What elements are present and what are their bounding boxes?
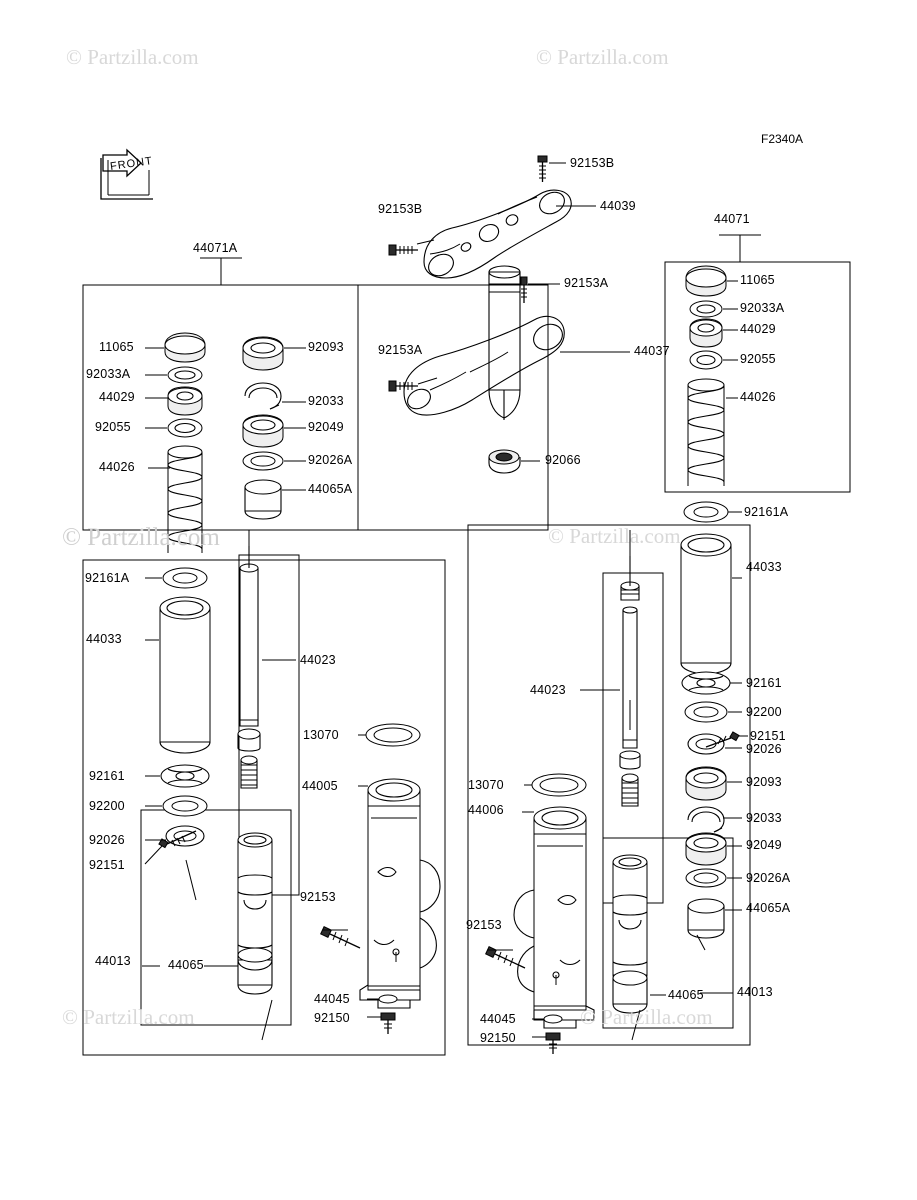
callout-92150-left: 92150 bbox=[314, 1011, 350, 1025]
callout-44065A-left: 44065A bbox=[308, 482, 353, 496]
callout-44023-right: 44023 bbox=[530, 683, 566, 697]
callout-44065-left: 44065 bbox=[168, 958, 204, 972]
callout-44037: 44037 bbox=[634, 344, 670, 358]
part-92200-washer-left bbox=[163, 796, 207, 816]
callout-92200-right: 92200 bbox=[746, 705, 782, 719]
part-44023-damper-rod-right bbox=[620, 556, 640, 806]
callout-92049-left: 92049 bbox=[308, 420, 344, 434]
part-44033-tube-right bbox=[681, 534, 731, 674]
callout-92161-right: 92161 bbox=[746, 676, 782, 690]
callout-92161-left: 92161 bbox=[89, 769, 125, 783]
callout-92055-right: 92055 bbox=[740, 352, 776, 366]
part-92093-seal-left bbox=[243, 337, 283, 370]
part-44013-inner-tube-right bbox=[613, 855, 647, 985]
callout-92153B-left: 92153B bbox=[378, 202, 423, 216]
part-44065A-bushing-left bbox=[245, 480, 281, 519]
part-13070-guide-right bbox=[532, 774, 586, 796]
part-92033A-ring-right bbox=[690, 301, 722, 317]
part-92033A-ring-left bbox=[168, 367, 202, 383]
callout-44013-right: 44013 bbox=[737, 985, 773, 999]
watermark: © Partzilla.com bbox=[62, 524, 220, 551]
callout-44065-right: 44065 bbox=[668, 988, 704, 1002]
callout-92033-left: 92033 bbox=[308, 394, 344, 408]
part-92055-oring-left bbox=[168, 419, 202, 437]
part-44006-fork-outer-tube-right bbox=[514, 807, 594, 1028]
part-92161-bushing-left bbox=[161, 765, 209, 787]
part-44045-washer-left bbox=[379, 995, 397, 1003]
part-92161-bushing-right bbox=[682, 672, 730, 694]
callout-92153-right: 92153 bbox=[466, 918, 502, 932]
part-44037-steering-stem bbox=[404, 266, 567, 420]
callout-44065A-right: 44065A bbox=[746, 901, 791, 915]
part-13070-guide-left bbox=[366, 724, 420, 746]
part-92153B-bolt-left bbox=[389, 245, 418, 255]
watermark: © Partzilla.com bbox=[536, 45, 669, 69]
callout-92161A-right: 92161A bbox=[744, 505, 789, 519]
callout-92161A-left: 92161A bbox=[85, 571, 130, 585]
watermark: © Partzilla.com bbox=[580, 1005, 713, 1029]
callout-44045-right: 44045 bbox=[480, 1012, 516, 1026]
part-92026-shim-right bbox=[688, 734, 724, 754]
part-92150-bolt-bottom-left bbox=[381, 1013, 395, 1034]
callout-44029-right: 44029 bbox=[740, 322, 776, 336]
front-label: FRONT bbox=[109, 155, 154, 173]
callout-44033-right: 44033 bbox=[746, 560, 782, 574]
group-box-44023-right bbox=[603, 573, 663, 903]
callout-92150-right: 92150 bbox=[480, 1031, 516, 1045]
callout-11065-right: 11065 bbox=[740, 273, 775, 287]
callout-13070-left: 13070 bbox=[303, 728, 339, 742]
part-44033-tube-left bbox=[160, 597, 210, 753]
leader-lines bbox=[142, 163, 761, 1037]
callout-92151-left: 92151 bbox=[89, 858, 125, 872]
callout-44029-left: 44029 bbox=[99, 390, 135, 404]
part-92161A-bushing-left bbox=[163, 568, 207, 588]
callout-44033-left: 44033 bbox=[86, 632, 122, 646]
part-44029-piston-right bbox=[690, 319, 722, 347]
callout-92026-left: 92026 bbox=[89, 833, 125, 847]
callout-92026A-left: 92026A bbox=[308, 453, 353, 467]
callout-44013-left: 44013 bbox=[95, 954, 131, 968]
callout-44006: 44006 bbox=[468, 803, 504, 817]
callout-92200-left: 92200 bbox=[89, 799, 125, 813]
part-92049-seal-right bbox=[686, 833, 726, 865]
watermark: © Partzilla.com bbox=[62, 1005, 195, 1029]
watermark: © Partzilla.com bbox=[548, 524, 681, 548]
callout-11065-left: 11065 bbox=[99, 340, 134, 354]
part-92161A-bushing-right bbox=[684, 502, 728, 522]
part-44029-piston-left bbox=[168, 387, 202, 415]
callout-92093-left: 92093 bbox=[308, 340, 344, 354]
watermark: © Partzilla.com bbox=[66, 45, 199, 69]
part-92049-seal-left bbox=[243, 415, 283, 447]
callout-92033-right: 92033 bbox=[746, 811, 782, 825]
callout-44039: 44039 bbox=[600, 199, 636, 213]
callout-92066: 92066 bbox=[545, 453, 581, 467]
callout-44026-left: 44026 bbox=[99, 460, 135, 474]
part-92026A-washer-right bbox=[686, 869, 726, 887]
part-44023-damper-rod-left bbox=[238, 546, 260, 788]
group-label-44071: 44071 bbox=[714, 212, 750, 226]
callout-44005: 44005 bbox=[302, 779, 338, 793]
callout-92151-right: 92151 bbox=[750, 729, 786, 743]
part-11065-cap-right bbox=[686, 266, 726, 296]
part-44026-spring-right bbox=[688, 379, 724, 486]
group-label-44071A: 44071A bbox=[193, 241, 238, 255]
part-44005-fork-outer-tube-left bbox=[360, 779, 440, 1008]
part-44065-bushing-left bbox=[238, 948, 272, 994]
part-92153A-bolt-upper bbox=[521, 277, 527, 303]
part-44045-washer-right bbox=[544, 1015, 562, 1023]
callout-92153A-lower: 92153A bbox=[378, 343, 423, 357]
part-44065A-bushing-right bbox=[688, 899, 724, 938]
part-92200-washer-right bbox=[685, 702, 727, 722]
part-92150-bolt-bottom-right bbox=[546, 1033, 560, 1054]
callout-92153-left: 92153 bbox=[300, 890, 336, 904]
callout-92055-left: 92055 bbox=[95, 420, 131, 434]
part-11065-cap-left bbox=[165, 333, 205, 362]
callout-92033A-left: 92033A bbox=[86, 367, 131, 381]
callout-92093-right: 92093 bbox=[746, 775, 782, 789]
callout-92049-right: 92049 bbox=[746, 838, 782, 852]
callout-44023-left: 44023 bbox=[300, 653, 336, 667]
callout-92026-right: 92026 bbox=[746, 742, 782, 756]
sheet-code: F2340A bbox=[761, 132, 804, 146]
callout-44045-left: 44045 bbox=[314, 992, 350, 1006]
callout-92033A-right: 92033A bbox=[740, 301, 785, 315]
callout-44026-right: 44026 bbox=[740, 390, 776, 404]
group-box-44071-top bbox=[665, 262, 850, 492]
part-92153A-bolt-lower bbox=[389, 381, 418, 391]
part-92153B-bolt-top bbox=[538, 156, 547, 182]
part-92033-snap-ring-left bbox=[245, 383, 281, 409]
part-92033-snap-ring-right bbox=[688, 807, 724, 832]
part-92066-plug bbox=[489, 450, 520, 473]
part-92093-seal-right bbox=[686, 767, 726, 800]
callout-92026A-right: 92026A bbox=[746, 871, 791, 885]
callout-92153A-upper: 92153A bbox=[564, 276, 609, 290]
part-92055-oring-right bbox=[690, 351, 722, 369]
callout-92153B-top: 92153B bbox=[570, 156, 615, 170]
callout-13070-right: 13070 bbox=[468, 778, 504, 792]
part-92026A-washer-left bbox=[243, 452, 283, 470]
